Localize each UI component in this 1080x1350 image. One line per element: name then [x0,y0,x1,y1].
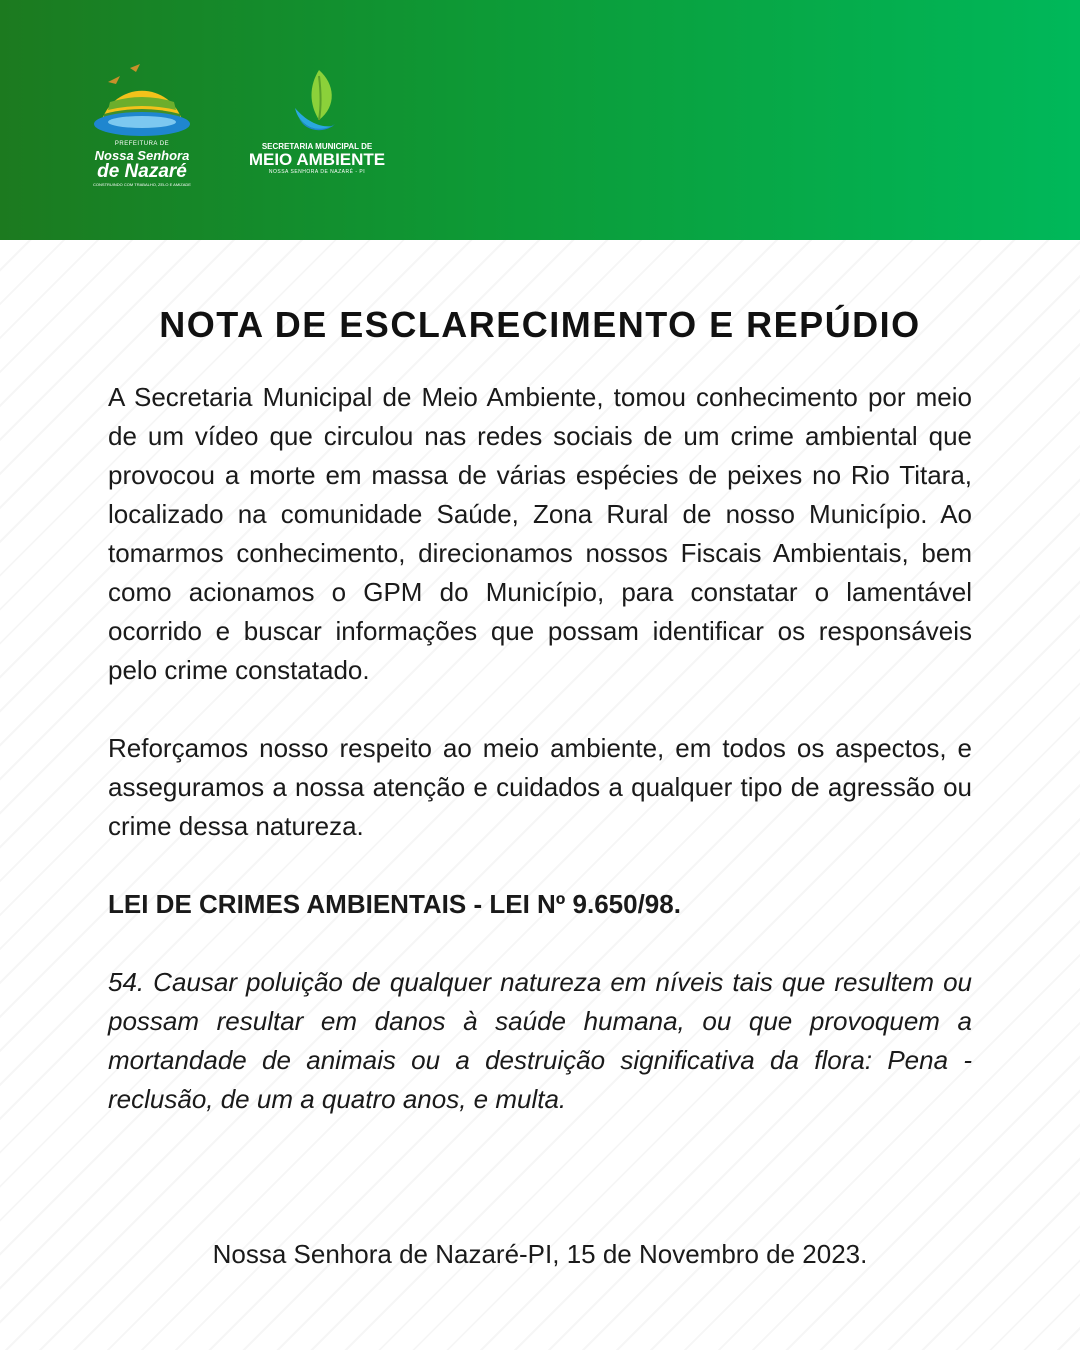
page-title: NOTA DE ESCLARECIMENTO E REPÚDIO [159,304,921,345]
law-title: LEI DE CRIMES AMBIENTAIS - LEI Nº 9.650/98. [108,889,681,919]
secretaria-line1: SECRETARIA MUNICIPAL DE [261,142,373,151]
logo-name-line2: de Nazaré [97,161,187,182]
sun-river-emblem-icon [90,62,194,140]
document-body [108,378,972,1119]
logo-name-line1: Nossa Senhora [94,148,190,163]
secretaria-logo [236,68,398,180]
secretaria-line3: NOSSA SENHORA DE NAZARÉ - PI [268,169,366,175]
secretaria-line2: MEIO AMBIENTE [248,150,386,169]
leaf-water-icon [289,68,345,140]
prefeitura-logo [80,62,204,186]
header-banner [0,0,1080,240]
closing-date-line: Nossa Senhora de Nazaré-PI, 15 de Novembro de 2023. [212,1239,868,1269]
paragraph-1: A Secretaria Municipal de Meio Ambiente, tomou conhecimento por meio de um vídeo que circulou nas redes sociais de um crime ambiental que provocou a morte em massa de várias espécies de peixes no Rio Titara, localizado na comunidade Saúde, Zona Rural de nosso Município. Ao tomarmos conhecimento, direcionamos nossos Fiscais Ambientais, bem como acionamos o GPM do Município, para constatar o lamentável ocorrido e buscar informações que possam identificar os responsáveis pelo crime constatado. [108,382,972,685]
logo-slogan: CONSTRUINDO COM TRABALHO, ZELO E AMIZADE [93,182,191,187]
law-text: 54. Causar poluição de qualquer natureza em níveis tais que resultem ou possam resultar em danos à saúde humana, ou que provoquem a mortandade de animais ou a destruição significativa da flora: Pena - reclusão, de um a quatro anos, e multa. [108,967,972,1114]
logo-prefix: PREFEITURA DE [114,141,170,147]
paragraph-2: Reforçamos nosso respeito ao meio ambiente, em todos os aspectos, e asseguramos a nossa atenção e cuidados a qualquer tipo de agressão ou crime dessa natureza. [108,733,972,841]
